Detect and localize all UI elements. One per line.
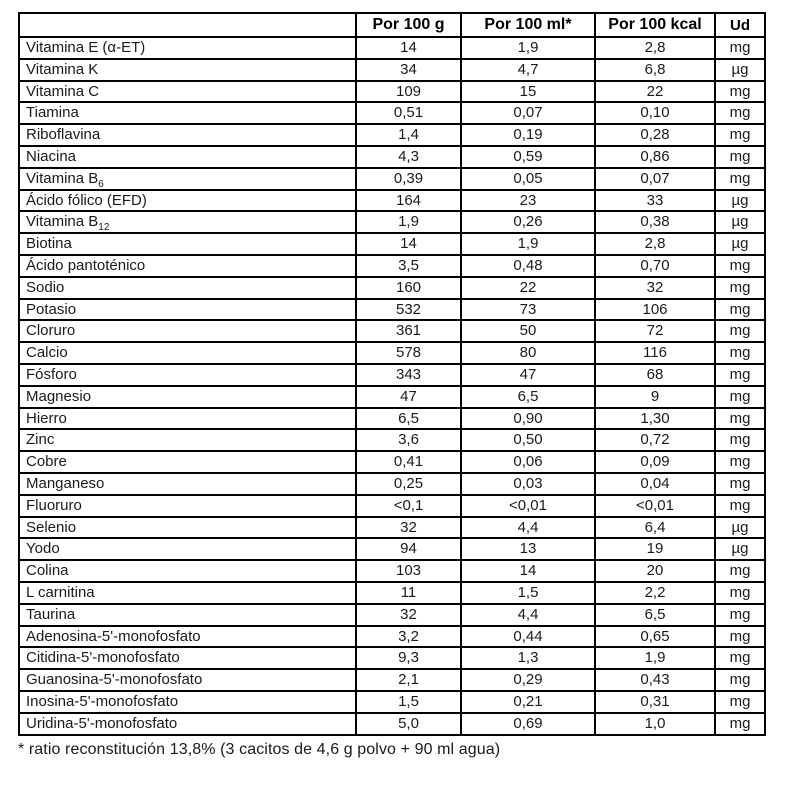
value-per-100ml: 0,29 [461, 669, 595, 691]
value-per-100g: 160 [356, 277, 461, 299]
nutrient-name-subscript: 12 [98, 222, 110, 234]
nutrient-name: Cloruro [19, 320, 356, 342]
value-per-100kcal: <0,01 [595, 495, 715, 517]
value-per-100g: 34 [356, 59, 461, 81]
value-per-100ml: 4,7 [461, 59, 595, 81]
value-per-100ml: 23 [461, 190, 595, 212]
value-per-100g: 578 [356, 342, 461, 364]
nutrient-name: Cobre [19, 451, 356, 473]
unit-cell: mg [715, 604, 765, 626]
value-per-100g: 9,3 [356, 647, 461, 669]
value-per-100ml: 0,44 [461, 626, 595, 648]
nutrient-name: Guanosina-5'-monofosfato [19, 669, 356, 691]
unit-cell: mg [715, 691, 765, 713]
value-per-100ml: 0,19 [461, 124, 595, 146]
value-per-100ml: 0,48 [461, 255, 595, 277]
nutrient-name: Ácido pantoténico [19, 255, 356, 277]
unit-cell: mg [715, 429, 765, 451]
value-per-100ml: 0,06 [461, 451, 595, 473]
value-per-100ml: 1,9 [461, 233, 595, 255]
value-per-100ml: 22 [461, 277, 595, 299]
value-per-100kcal: 32 [595, 277, 715, 299]
value-per-100kcal: 1,0 [595, 713, 715, 735]
value-per-100kcal: 0,09 [595, 451, 715, 473]
value-per-100kcal: 116 [595, 342, 715, 364]
unit-cell: mg [715, 37, 765, 59]
table-row [19, 59, 765, 81]
value-per-100g: 0,51 [356, 102, 461, 124]
table-row [19, 560, 765, 582]
nutrient-name: Potasio [19, 299, 356, 321]
unit-cell: mg [715, 582, 765, 604]
unit-cell: mg [715, 560, 765, 582]
col-header-per-100ml: Por 100 ml* [461, 13, 595, 37]
table-row [19, 364, 765, 386]
unit-cell: mg [715, 299, 765, 321]
table-row [19, 517, 765, 539]
table-row [19, 582, 765, 604]
nutrient-name: Vitamina E (α-ET) [19, 37, 356, 59]
unit-cell: mg [715, 626, 765, 648]
unit-cell: mg [715, 451, 765, 473]
table-row [19, 124, 765, 146]
nutrient-name-subscript: 6 [98, 178, 104, 190]
value-per-100kcal: 33 [595, 190, 715, 212]
value-per-100g: 1,9 [356, 211, 461, 233]
unit-cell: µg [715, 233, 765, 255]
table-row [19, 255, 765, 277]
nutrient-name: Uridina-5'-monofosfato [19, 713, 356, 735]
col-header-unit: Ud [715, 13, 765, 37]
nutrient-name: Magnesio [19, 386, 356, 408]
nutrient-name: Inosina-5'-monofosfato [19, 691, 356, 713]
table-row [19, 408, 765, 430]
nutrient-name: Colina [19, 560, 356, 582]
value-per-100kcal: 2,8 [595, 37, 715, 59]
unit-cell: µg [715, 211, 765, 233]
col-header-per-100kcal: Por 100 kcal [595, 13, 715, 37]
value-per-100ml: 14 [461, 560, 595, 582]
unit-cell: mg [715, 102, 765, 124]
corner-cell [19, 13, 356, 37]
value-per-100kcal: 0,72 [595, 429, 715, 451]
value-per-100g: 3,5 [356, 255, 461, 277]
value-per-100g: 361 [356, 320, 461, 342]
value-per-100g: 532 [356, 299, 461, 321]
unit-cell: mg [715, 146, 765, 168]
value-per-100g: 47 [356, 386, 461, 408]
nutrient-name: Yodo [19, 538, 356, 560]
value-per-100ml: 4,4 [461, 517, 595, 539]
value-per-100ml: 50 [461, 320, 595, 342]
value-per-100g: 103 [356, 560, 461, 582]
unit-cell: mg [715, 408, 765, 430]
table-row [19, 146, 765, 168]
value-per-100g: 0,39 [356, 168, 461, 190]
nutrient-name: Selenio [19, 517, 356, 539]
nutrition-table [18, 12, 766, 736]
unit-cell: mg [715, 320, 765, 342]
value-per-100kcal: 2,2 [595, 582, 715, 604]
table-row [19, 429, 765, 451]
value-per-100g: 0,25 [356, 473, 461, 495]
unit-cell: mg [715, 342, 765, 364]
value-per-100kcal: 0,04 [595, 473, 715, 495]
value-per-100g: 11 [356, 582, 461, 604]
nutrient-name: Manganeso [19, 473, 356, 495]
nutrient-name: Vitamina C [19, 81, 356, 103]
value-per-100g: 32 [356, 604, 461, 626]
unit-cell: mg [715, 473, 765, 495]
unit-cell: mg [715, 647, 765, 669]
table-row [19, 604, 765, 626]
table-row [19, 320, 765, 342]
table-row [19, 669, 765, 691]
table-row [19, 102, 765, 124]
table-row [19, 233, 765, 255]
value-per-100g: 109 [356, 81, 461, 103]
nutrient-name: Citidina-5'-monofosfato [19, 647, 356, 669]
nutrient-name: Fósforo [19, 364, 356, 386]
value-per-100g: 94 [356, 538, 461, 560]
unit-cell: mg [715, 168, 765, 190]
table-row [19, 538, 765, 560]
nutrient-name: Hierro [19, 408, 356, 430]
value-per-100kcal: 19 [595, 538, 715, 560]
nutrient-name: Vitamina K [19, 59, 356, 81]
col-header-per-100g: Por 100 g [356, 13, 461, 37]
value-per-100g: 343 [356, 364, 461, 386]
value-per-100g: 32 [356, 517, 461, 539]
unit-cell: µg [715, 538, 765, 560]
value-per-100ml: 0,26 [461, 211, 595, 233]
table-row [19, 342, 765, 364]
value-per-100ml: 47 [461, 364, 595, 386]
reconstitution-footnote: * ratio reconstitución 13,8% (3 cacitos de 4,6 g polvo + 90 ml agua) [18, 740, 501, 758]
value-per-100kcal: 72 [595, 320, 715, 342]
value-per-100kcal: 1,9 [595, 647, 715, 669]
table-body [19, 37, 765, 735]
value-per-100kcal: 1,30 [595, 408, 715, 430]
value-per-100kcal: 6,8 [595, 59, 715, 81]
table-row [19, 81, 765, 103]
value-per-100ml: 80 [461, 342, 595, 364]
value-per-100kcal: 0,07 [595, 168, 715, 190]
header-row [19, 13, 765, 37]
value-per-100ml: 4,4 [461, 604, 595, 626]
table-row [19, 168, 765, 190]
nutrient-name: Sodio [19, 277, 356, 299]
value-per-100ml: 0,03 [461, 473, 595, 495]
unit-cell: mg [715, 81, 765, 103]
unit-cell: mg [715, 364, 765, 386]
table-row [19, 451, 765, 473]
value-per-100g: 5,0 [356, 713, 461, 735]
nutrient-name: Niacina [19, 146, 356, 168]
nutrient-name: Adenosina-5'-monofosfato [19, 626, 356, 648]
table-header [19, 13, 765, 37]
unit-cell: µg [715, 190, 765, 212]
unit-cell: mg [715, 277, 765, 299]
nutrient-name: L carnitina [19, 582, 356, 604]
value-per-100ml: 0,07 [461, 102, 595, 124]
value-per-100ml: 1,5 [461, 582, 595, 604]
value-per-100g: 14 [356, 37, 461, 59]
value-per-100g: 6,5 [356, 408, 461, 430]
value-per-100g: 3,2 [356, 626, 461, 648]
nutrient-name: Zinc [19, 429, 356, 451]
value-per-100ml: 0,05 [461, 168, 595, 190]
unit-cell: mg [715, 495, 765, 517]
table-row [19, 626, 765, 648]
value-per-100kcal: 0,10 [595, 102, 715, 124]
unit-cell: mg [715, 124, 765, 146]
value-per-100ml: 73 [461, 299, 595, 321]
nutrient-name: Riboflavina [19, 124, 356, 146]
value-per-100g: 3,6 [356, 429, 461, 451]
table-row [19, 211, 765, 233]
nutrient-name: Fluoruro [19, 495, 356, 517]
value-per-100g: 0,41 [356, 451, 461, 473]
unit-cell: mg [715, 713, 765, 735]
table-row [19, 277, 765, 299]
value-per-100g: <0,1 [356, 495, 461, 517]
value-per-100g: 164 [356, 190, 461, 212]
value-per-100kcal: 9 [595, 386, 715, 408]
nutrient-name: Vitamina $B_6$ [19, 168, 356, 190]
table-row [19, 473, 765, 495]
value-per-100kcal: 6,5 [595, 604, 715, 626]
table-row [19, 37, 765, 59]
table-row [19, 647, 765, 669]
unit-cell: µg [715, 517, 765, 539]
value-per-100kcal: 106 [595, 299, 715, 321]
value-per-100g: 4,3 [356, 146, 461, 168]
value-per-100kcal: 68 [595, 364, 715, 386]
value-per-100ml: 0,90 [461, 408, 595, 430]
table-row [19, 691, 765, 713]
value-per-100kcal: 0,38 [595, 211, 715, 233]
unit-cell: mg [715, 255, 765, 277]
value-per-100kcal: 0,43 [595, 669, 715, 691]
value-per-100g: 14 [356, 233, 461, 255]
value-per-100kcal: 2,8 [595, 233, 715, 255]
value-per-100g: 2,1 [356, 669, 461, 691]
value-per-100kcal: 0,31 [595, 691, 715, 713]
table-row [19, 713, 765, 735]
nutrient-name: Calcio [19, 342, 356, 364]
value-per-100ml: 0,50 [461, 429, 595, 451]
unit-cell: mg [715, 669, 765, 691]
value-per-100ml: 0,21 [461, 691, 595, 713]
value-per-100kcal: 20 [595, 560, 715, 582]
value-per-100ml: 0,69 [461, 713, 595, 735]
value-per-100ml: 1,9 [461, 37, 595, 59]
value-per-100g: 1,5 [356, 691, 461, 713]
value-per-100kcal: 6,4 [595, 517, 715, 539]
table-row [19, 299, 765, 321]
nutrient-name: Vitamina $B_{12}$ [19, 211, 356, 233]
unit-cell: µg [715, 59, 765, 81]
value-per-100kcal: 0,70 [595, 255, 715, 277]
unit-cell: mg [715, 386, 765, 408]
value-per-100kcal: 0,28 [595, 124, 715, 146]
value-per-100ml: 0,59 [461, 146, 595, 168]
nutrient-name: Tiamina [19, 102, 356, 124]
nutrient-name: Ácido fólico (EFD) [19, 190, 356, 212]
value-per-100kcal: 0,65 [595, 626, 715, 648]
value-per-100ml: 6,5 [461, 386, 595, 408]
table-row [19, 190, 765, 212]
nutrient-name: Biotina [19, 233, 356, 255]
value-per-100ml: 13 [461, 538, 595, 560]
value-per-100kcal: 22 [595, 81, 715, 103]
table-row [19, 495, 765, 517]
table-row [19, 386, 765, 408]
value-per-100g: 1,4 [356, 124, 461, 146]
value-per-100kcal: 0,86 [595, 146, 715, 168]
value-per-100ml: <0,01 [461, 495, 595, 517]
value-per-100ml: 15 [461, 81, 595, 103]
nutrient-name: Taurina [19, 604, 356, 626]
value-per-100ml: 1,3 [461, 647, 595, 669]
